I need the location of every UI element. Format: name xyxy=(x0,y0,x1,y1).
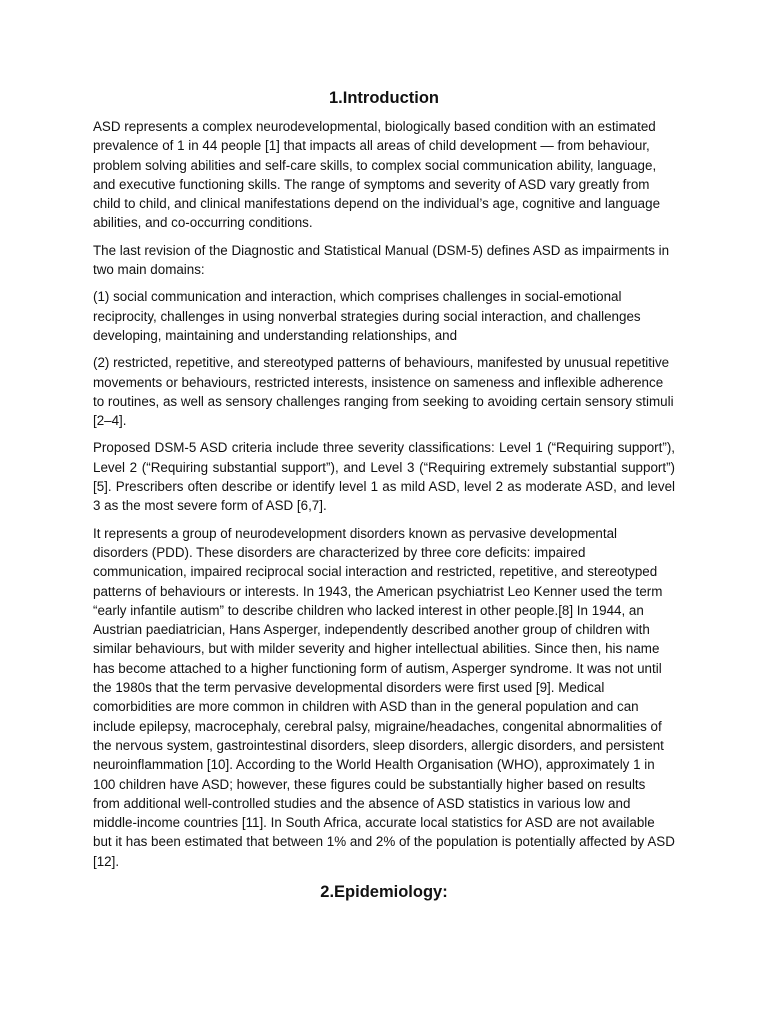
paragraph-dsm5-definition: The last revision of the Diagnostic and Statistical Manual (DSM-5) defines ASD as impairments in two main domains: xyxy=(93,242,670,278)
section-heading-introduction: 1.Introduction xyxy=(329,89,439,107)
paragraph-domain-1: (1) social communication and interaction, which comprises challenges in social-emotional reciprocity, challenges in using nonverbal strategies during social interaction, and challenges developing, maintaining and understanding relationships, and xyxy=(93,289,641,343)
document-page xyxy=(93,86,675,904)
paragraph-domain-2: (2) restricted, repetitive, and stereotyped patterns of behaviours, manifested by unusual repetitive movements or behaviours, restricted interests, insistence on sameness and inflexible adherence to routines, as well as sensory challenges ranging from seeking to avoiding certain sensory stimuli [2–4]. xyxy=(93,355,674,429)
paragraph-pdd-history: It represents a group of neurodevelopment disorders known as pervasive developmental disorders (PDD). These disorders are characterized by three core deficits: impaired communication, impaired reciprocal social interaction and restricted, repetitive, and stereotyped patterns of behaviours or interests. In 1943, the American psychiatrist Leo Kenner used the term “early infantile autism” to describe children who lacked interest in other people.[8] In 1944, an Austrian paediatrician, Hans Asperger, independently described another group of children with similar behaviours, but with milder severity and higher intellectual abilities. Since then, his name has become attached to a higher functioning form of autism, Asperger syndrome. It was not until the 1980s that the term pervasive developmental disorders were first used [9]. Medical comorbidities are more common in children with ASD than in the general population and can include epilepsy, macrocephaly, cerebral palsy, migraine/headaches, congenital abnormalities of the nervous system, gastrointestinal disorders, sleep disorders, allergic disorders, and persistent neuroinflammation [10]. According to the World Health Organisation (WHO), approximately 1 in 100 children have ASD; however, these figures could be substantially higher based on results from additional well-controlled studies and the absence of ASD statistics in various low and middle-income countries [11]. In South Africa, accurate local statistics for ASD are not available but it has been estimated that between 1% and 2% of the population is potentially affected by ASD [12]. xyxy=(93,525,675,869)
section-heading-epidemiology: 2.Epidemiology: xyxy=(320,882,448,901)
paragraph-severity-levels: Proposed DSM-5 ASD criteria include three severity classifications: Level 1 (“Requiring support”), Level 2 (“Requiring substantial support”), and Level 3 (“Requiring extremely substantial support”) [5]. Prescribers often describe or identify level 1 as mild ASD, level 2 as moderate ASD, and level 3 as the most severe form of ASD [6,7]. xyxy=(93,440,675,514)
paragraph-asd-overview: ASD represents a complex neurodevelopmental, biologically based condition with an estimated prevalence of 1 in 44 people [1] that impacts all areas of child development — from behaviour, problem solving abilities and self-care skills, to complex social communication ability, language, and executive functioning skills. The range of symptoms and severity of ASD vary greatly from child to child, and clinical manifestations depend on the individual’s age, cognitive and language abilities, and co-occurring conditions. xyxy=(93,119,661,231)
